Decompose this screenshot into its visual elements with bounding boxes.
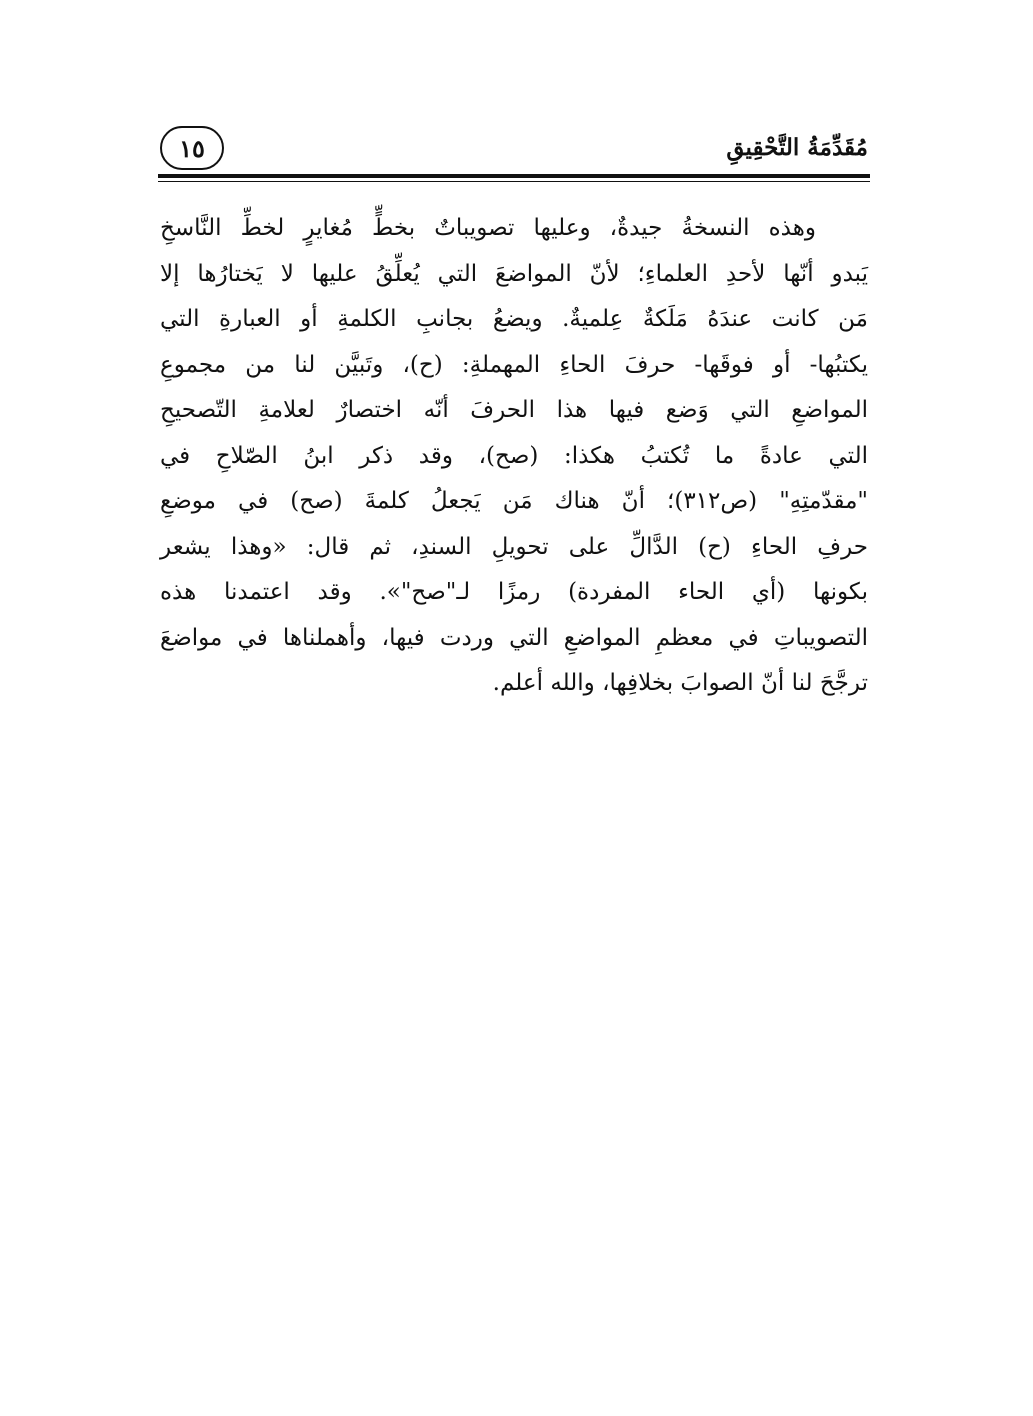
text-line: المواضعِ التي وَضع فيها هذا الحرفَ أنّه اختصارٌ لعلامةِ التّصحيحِ <box>160 397 868 423</box>
text-line: ترجَّحَ لنا أنّ الصوابَ بخلافِها، والله أعلم. <box>492 670 868 696</box>
text-line: وهذه النسخةُ جيدةٌ، وعليها تصويباتٌ بخطٍّ مُغايرٍ لخطِّ النَّاسخِ <box>160 215 816 241</box>
body-paragraph <box>160 206 868 707</box>
running-title: مُقَدِّمَةُ التَّحْقِيقِ <box>726 134 868 161</box>
header-rule-thin <box>158 181 870 182</box>
text-line: بكونها (أي الحاء المفردة) رمزًا لـ"صح"». وقد اعتمدنا هذه <box>160 579 868 605</box>
text-line: "مقدّمتِهِ" (ص٣١٢)؛ أنّ هناك مَن يَجعلُ كلمةَ (صح) في موضعِ <box>160 488 868 514</box>
page-header <box>158 118 870 174</box>
page-number-badge: ١٥ <box>160 126 224 170</box>
text-line: مَن كانت عندَهُ مَلَكةٌ عِلميةٌ. ويضعُ بجانبِ الكلمةِ أو العبارةِ التي <box>160 306 868 332</box>
text-line: يَبدو أنّها لأحدِ العلماءِ؛ لأنّ المواضعَ التي يُعلِّقُ عليها لا يَختارُها إلا <box>160 260 868 287</box>
text-line: التصويباتِ في معظمِ المواضعِ التي وردت فيها، وأهملناها في مواضعَ <box>160 624 868 651</box>
header-rule-thick <box>158 174 870 178</box>
text-line: حرفِ الحاءِ (ح) الدَّالِّ على تحويلِ السندِ، ثم قال: «وهذا يشعر <box>160 533 868 560</box>
text-line: يكتبُها- أو فوقَها- حرفَ الحاءِ المهملةِ: (ح)، وتَبيَّن لنا من مجموعِ <box>160 351 868 378</box>
text-line: التي عادةً ما تُكتبُ هكذا: (صح)، وقد ذكر ابنُ الصّلاحِ في <box>160 442 868 469</box>
